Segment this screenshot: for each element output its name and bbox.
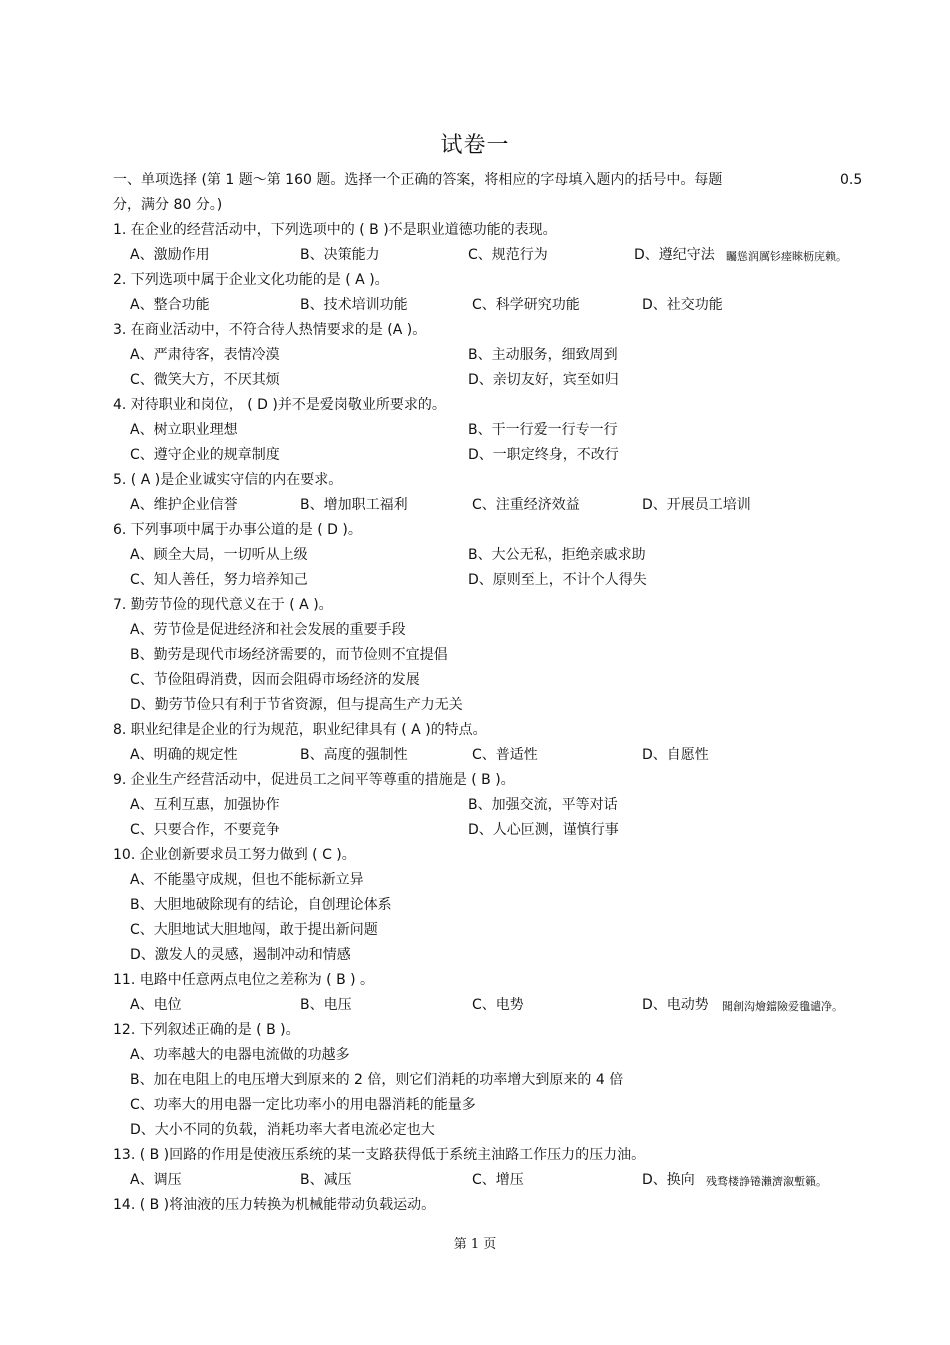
option-c: C、电势 — [472, 997, 524, 1013]
option-d: D、亲切友好，宾至如归 — [468, 372, 619, 388]
option-a: A、互利互惠，加强协作 — [130, 797, 280, 813]
option-c: C、规范行为 — [468, 247, 548, 263]
option-d: D、社交功能 — [642, 297, 723, 313]
option-b: B、大公无私，拒绝亲戚求助 — [468, 547, 646, 563]
option-b: B、电压 — [300, 997, 352, 1013]
option-d: D、遵纪守法 — [634, 247, 715, 263]
question-stem: 1. 在企业的经营活动中，下列选项中的 ( B )不是职业道德功能的表现。 — [113, 222, 557, 238]
garbled-note: 聞創沟燴鐺險爱氇谴净。 — [722, 1000, 843, 1013]
option-d: D、开展员工培训 — [642, 497, 751, 513]
question-stem: 9. 企业生产经营活动中，促进员工之间平等尊重的措施是 ( B )。 — [113, 772, 515, 788]
option-b: B、勤劳是现代市场经济需要的，而节俭则不宜提倡 — [130, 647, 448, 663]
option-a: A、调压 — [130, 1172, 182, 1188]
option-b: B、加强交流，平等对话 — [468, 797, 618, 813]
garbled-note: 矚慫润厲钐瘗睞枥庑赖。 — [726, 250, 847, 263]
option-a: A、顾全大局，一切听从上级 — [130, 547, 308, 563]
section-header-line1: 一、单项选择 (第 1 题～第 160 题。选择一个正确的答案，将相应的字母填入题内的括号中。每题 — [113, 172, 723, 188]
option-c: C、增压 — [472, 1172, 524, 1188]
option-b: B、技术培训功能 — [300, 297, 408, 313]
option-b: B、大胆地破除现有的结论，自创理论体系 — [130, 897, 392, 913]
option-a: A、树立职业理想 — [130, 422, 238, 438]
option-c: C、只要合作，不要竞争 — [130, 822, 280, 838]
question-stem: 2. 下列选项中属于企业文化功能的是 ( A )。 — [113, 272, 389, 288]
option-d: D、大小不同的负载，消耗功率大者电流必定也大 — [130, 1122, 435, 1138]
option-a: A、电位 — [130, 997, 182, 1013]
option-c: C、微笑大方，不厌其烦 — [130, 372, 280, 388]
option-a: A、明确的规定性 — [130, 747, 238, 763]
option-b: B、干一行爱一行专一行 — [468, 422, 618, 438]
option-d: D、换向 — [642, 1172, 695, 1188]
option-a: A、劳节俭是促进经济和社会发展的重要手段 — [130, 622, 406, 638]
option-d: D、勤劳节俭只有利于节省资源，但与提高生产力无关 — [130, 697, 463, 713]
option-a: A、维护企业信誉 — [130, 497, 238, 513]
garbled-note: 残骛楼諍锩瀨濟溆塹籟。 — [706, 1175, 827, 1188]
question-stem: 7. 勤劳节俭的现代意义在于 ( A )。 — [113, 597, 333, 613]
question-stem: 11. 电路中任意两点电位之差称为 ( B ) 。 — [113, 972, 375, 988]
page-number: 第 1 页 — [453, 1237, 497, 1252]
question-stem: 8. 职业纪律是企业的行为规范，职业纪律具有 ( A )的特点。 — [113, 722, 487, 738]
option-b: B、主动服务，细致周到 — [468, 347, 618, 363]
page-title: 试卷一 — [440, 133, 510, 158]
question-stem: 12. 下列叙述正确的是 ( B )。 — [113, 1022, 300, 1038]
option-b: B、决策能力 — [300, 247, 380, 263]
option-c: C、大胆地试大胆地闯，敢于提出新问题 — [130, 922, 378, 938]
option-a: A、整合功能 — [130, 297, 210, 313]
question-stem: 10. 企业创新要求员工努力做到 ( C )。 — [113, 847, 356, 863]
option-c: C、功率大的用电器一定比功率小的用电器消耗的能量多 — [130, 1097, 476, 1113]
question-stem: 14. ( B )将油液的压力转换为机械能带动负载运动。 — [113, 1197, 436, 1213]
option-c: C、科学研究功能 — [472, 297, 580, 313]
question-stem: 4. 对待职业和岗位， ( D )并不是爱岗敬业所要求的。 — [113, 397, 446, 413]
option-c: C、遵守企业的规章制度 — [130, 447, 280, 463]
option-b: B、加在电阻上的电压增大到原来的 2 倍，则它们消耗的功率增大到原来的 4 倍 — [130, 1072, 624, 1088]
section-header-line2: 分，满分 80 分。) — [113, 197, 223, 213]
option-b: B、减压 — [300, 1172, 352, 1188]
option-c: C、知人善任，努力培养知己 — [130, 572, 308, 588]
option-a: A、严肃待客，表情冷漠 — [130, 347, 280, 363]
option-a: A、不能墨守成规，但也不能标新立异 — [130, 872, 364, 888]
question-stem: 6. 下列事项中属于办事公道的是 ( D )。 — [113, 522, 362, 538]
option-b: B、增加职工福利 — [300, 497, 408, 513]
section-header-score: 0.5 — [840, 172, 863, 188]
option-d: D、一职定终身，不改行 — [468, 447, 619, 463]
option-c: C、注重经济效益 — [472, 497, 580, 513]
question-stem: 3. 在商业活动中，不符合待人热情要求的是 (A )。 — [113, 322, 427, 338]
option-d: D、人心叵测，谨慎行事 — [468, 822, 619, 838]
option-d: D、自愿性 — [642, 747, 709, 763]
option-d: D、原则至上，不计个人得失 — [468, 572, 647, 588]
option-a: A、激励作用 — [130, 247, 210, 263]
question-stem: 5. ( A )是企业诚实守信的内在要求。 — [113, 472, 343, 488]
option-c: C、节俭阻碍消费，因而会阻碍市场经济的发展 — [130, 672, 420, 688]
option-d: D、电动势 — [642, 997, 709, 1013]
option-c: C、普适性 — [472, 747, 538, 763]
option-b: B、高度的强制性 — [300, 747, 408, 763]
option-d: D、激发人的灵感，遏制冲动和情感 — [130, 947, 351, 963]
question-stem: 13. ( B )回路的作用是使液压系统的某一支路获得低于系统主油路工作压力的压力油。 — [113, 1147, 646, 1163]
option-a: A、功率越大的电器电流做的功越多 — [130, 1047, 350, 1063]
